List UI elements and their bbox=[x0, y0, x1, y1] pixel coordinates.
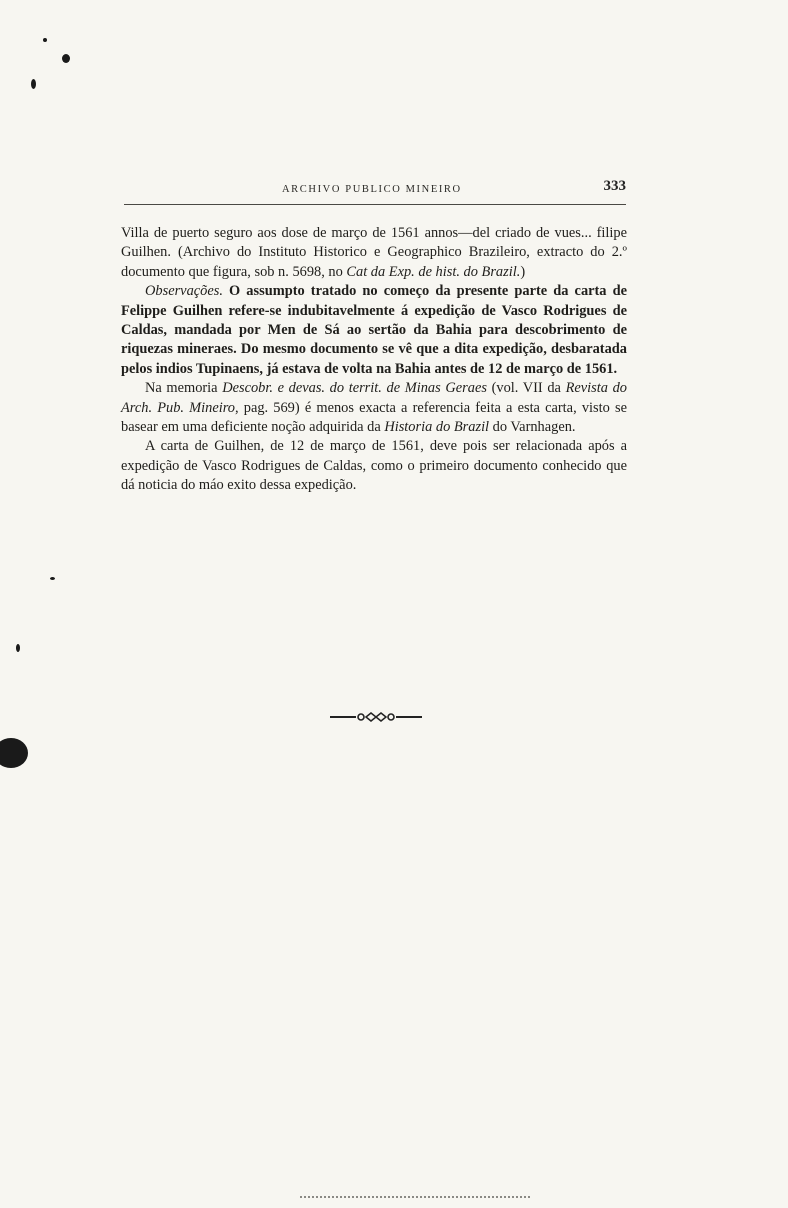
scan-speck bbox=[43, 38, 47, 42]
scan-speck bbox=[16, 644, 20, 652]
revista-title: Revista do Arch. Pub. Mineiro bbox=[121, 380, 627, 416]
historia-title: Historia do Brazil bbox=[384, 419, 490, 436]
paragraph-1-text: Villa de puerto seguro aos dose de março de 1561 annos—del criado de vues... filipe Guilhen. (Archivo do Instituto Historico e Geographico Brazileiro, extracto do 2.º documento que figura, sob n. 5698, no bbox=[121, 225, 627, 280]
running-title: ARCHIVO PUBLICO MINEIRO bbox=[282, 184, 462, 195]
scan-speck bbox=[62, 54, 70, 63]
page-number: 333 bbox=[603, 178, 626, 194]
header-rule bbox=[124, 204, 626, 205]
paragraph-3-text-e: , pag. 569) é menos exacta a referencia feita a esta carta, visto se basear em uma deficiente noção adquirida da bbox=[121, 399, 627, 436]
scan-speck bbox=[50, 577, 55, 580]
paragraph-3-text-a: Na memoria bbox=[145, 380, 223, 397]
scan-speck bbox=[0, 738, 28, 768]
paragraph-4 bbox=[121, 437, 627, 495]
body-text bbox=[121, 224, 627, 496]
scan-speck bbox=[31, 79, 36, 89]
paragraph-1 bbox=[121, 224, 627, 282]
bleed-through-marks bbox=[300, 1196, 530, 1204]
closing-ornament-icon bbox=[330, 710, 422, 724]
paragraph-3-text-g: do Varnhagen. bbox=[489, 419, 576, 436]
catalog-citation: Cat da Exp. de hist. do Brazil. bbox=[346, 263, 521, 280]
observacoes-label: Observações. bbox=[145, 283, 223, 300]
paragraph-2 bbox=[121, 282, 627, 379]
memoria-title: Descobr. e devas. do territ. de Minas Geraes bbox=[222, 380, 487, 397]
paragraph-2-text: O assumpto tratado no começo da presente parte da carta de Felippe Guilhen refere-se indubitavelmente á expedição de Vasco Rodrigues de Caldas, mandada por Men de Sá ao sertão da Bahia para descobrimento de riquezas mineraes. Do mesmo documento se vê que a dita expedição, desbaratada pelos indios Tupinaens, já estava de volta na Bahia antes de 12 de março de 1561. bbox=[121, 283, 627, 377]
paragraph-4-text: A carta de Guilhen, de 12 de março de 1561, deve pois ser relacionada após a expedição de Vasco Rodrigues de Caldas, como o primeiro documento conhecido que dá noticia do máo exito dessa expedição. bbox=[121, 438, 627, 494]
page-header bbox=[122, 178, 628, 202]
paragraph-1-close: ) bbox=[520, 263, 526, 280]
paragraph-3-text-c: (vol. VII da bbox=[486, 380, 566, 397]
paragraph-3 bbox=[121, 379, 627, 437]
